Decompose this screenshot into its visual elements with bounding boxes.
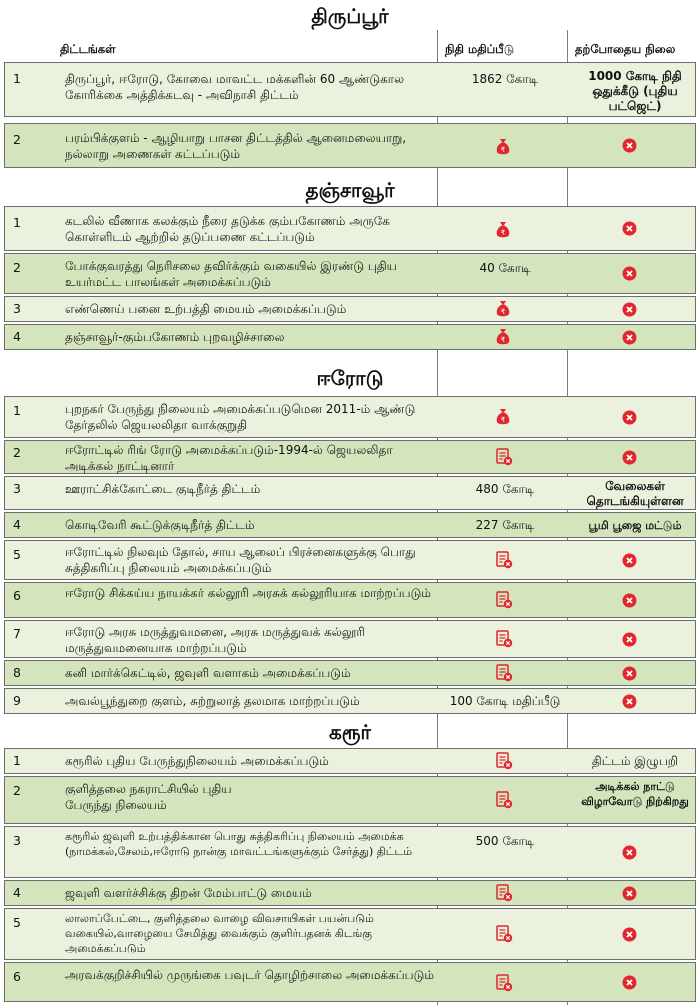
row-number: 3: [13, 301, 21, 316]
status-text: வேலைகள் தொடங்கியுள்ளன: [586, 479, 684, 508]
fund-value: 500 கோடி: [475, 834, 535, 848]
svg-text:₹: ₹: [500, 336, 506, 344]
document-cross-icon: [495, 884, 513, 902]
row-number: 4: [13, 329, 21, 344]
cross-icon: [622, 302, 637, 317]
fund-value: 480 கோடி: [475, 482, 535, 496]
row-number: 6: [13, 969, 21, 984]
header-status: தற்போதைய நிலை: [575, 42, 676, 56]
section-title-tiruppur: திருப்பூர்: [311, 4, 389, 28]
cross-icon: [622, 266, 637, 281]
table-row: [4, 206, 696, 251]
project-text: தஞ்சாவூர்-கும்பகோணம் புறவழிச்சாலை: [65, 330, 285, 344]
cross-icon: [622, 553, 637, 568]
project-text: அரவக்குறிச்சியில் முருங்கை பவுடர் தொழிற்சாலை அமைக்கப்படும்: [65, 968, 434, 982]
document-cross-icon: [495, 448, 513, 466]
cross-icon: [622, 410, 637, 425]
project-text: ஈரோட்டில் ரிங் ரோடு அமைக்கப்படும்-1994-ல் ஜெயலலிதா அடிக்கல் நாட்டினார்: [65, 443, 393, 473]
table-row: [4, 123, 696, 168]
row-number: 4: [13, 885, 21, 900]
row-number: 5: [13, 915, 21, 930]
svg-text:₹: ₹: [500, 416, 506, 424]
row-number: 8: [13, 665, 21, 680]
row-number: 3: [13, 833, 21, 848]
document-cross-icon: [495, 974, 513, 992]
money-bag-icon: [495, 328, 511, 346]
row-number: 6: [13, 588, 21, 603]
table-row: [4, 440, 696, 474]
money-bag-icon: [495, 300, 511, 318]
svg-text:₹: ₹: [500, 146, 506, 154]
cross-icon: [622, 221, 637, 236]
money-bag-icon: [495, 221, 511, 239]
row-number: 9: [13, 693, 21, 708]
cross-icon: [622, 927, 637, 942]
header-projects: திட்டங்கள்: [60, 42, 116, 56]
row-number: 1: [13, 403, 21, 418]
row-number: 1: [13, 753, 21, 768]
table-row: [4, 296, 696, 322]
table-row: [4, 540, 696, 580]
table-row: [4, 620, 696, 658]
project-text: பரம்பிக்குளம் - ஆழியாறு பாசன திட்டத்தில் ஆனைமலையாறு, நல்லாறு அணைகள் கட்டப்படும்: [65, 131, 407, 161]
section-title-karur: கரூர்: [329, 720, 371, 744]
project-text: கனி மார்க்கெட்டில், ஜவுளி வளாகம் அமைக்கப்படும்: [65, 666, 351, 680]
cross-icon: [622, 694, 637, 709]
cross-icon: [622, 975, 637, 990]
project-text: கரூரில் ஜவுளி உற்பத்திக்கான பொது சுத்திகரிப்பு நிலையம் அமைக்க (நாமக்கல்,சேலம்,ஈரோடு நான்கு மாவட்டங்களுக்கும் சேர்த்து) திட்டம்: [65, 830, 413, 858]
document-cross-icon: [495, 591, 513, 609]
project-text: ஈரோடு சிக்கய்ய நாயக்கர் கல்லூரி அரசுக் கல்லூரியாக மாற்றப்படும்: [65, 586, 431, 600]
project-text: லாலாப்பேட்டை, குளித்தலை வாழை விவசாயிகள் பயன்படும் வகையில்,வாழையை சேமித்து வைக்கும் குளிர்பதனக் கிடங்கு அமைக்கப்படும்: [65, 912, 374, 955]
row-number: 1: [13, 71, 21, 86]
table-row: [4, 660, 696, 686]
project-text: போக்குவரத்து நெரிசலை தவிர்க்கும் வகையில் இரண்டு புதிய உயர்மட்ட பாலங்கள் அமைக்கப்படும்: [65, 259, 397, 289]
cross-icon: [622, 593, 637, 608]
fund-value: 1862 கோடி: [471, 72, 539, 86]
document-cross-icon: [495, 752, 513, 770]
status-text: 1000 கோடி நிதி ஒதுக்கீடு (புதிய பட்ஜெட்): [588, 69, 682, 113]
table-row: [4, 512, 696, 538]
row-number: 2: [13, 132, 21, 147]
project-text: கரூரில் புதிய பேருந்துநிலையம் அமைக்கப்படும்: [65, 754, 329, 768]
cross-icon: [622, 450, 637, 465]
row-number: 7: [13, 626, 21, 641]
table-row: [4, 826, 696, 878]
document-cross-icon: [495, 630, 513, 648]
table-row: [4, 476, 696, 510]
money-bag-icon: [495, 408, 511, 426]
fund-value: 227 கோடி: [475, 518, 535, 532]
row-number: 2: [13, 783, 21, 798]
document-cross-icon: [495, 791, 513, 809]
svg-text:₹: ₹: [500, 308, 506, 316]
cross-icon: [622, 886, 637, 901]
row-number: 2: [13, 260, 21, 275]
table-row: [4, 688, 696, 714]
cross-icon: [622, 632, 637, 647]
row-number: 3: [13, 481, 21, 496]
project-text: ஊராட்சிக்கோட்டை குடிநீர்த் திட்டம்: [65, 482, 261, 496]
table-row: [4, 582, 696, 618]
table-row: [4, 962, 696, 1002]
project-text: அவல்பூந்துறை குளம், சுற்றுலாத் தலமாக மாற்றப்படும்: [65, 694, 360, 708]
table-row: [4, 324, 696, 350]
table-row: [4, 748, 696, 774]
document-cross-icon: [495, 551, 513, 569]
cross-icon: [622, 666, 637, 681]
section-title-erode: ஈரோடு: [316, 366, 384, 390]
project-text: ஈரோட்டில் நிலவும் தோல், சாய ஆலைப் பிரச்னைகளுக்கு பொது சுத்திகரிப்பு நிலையம் அமைக்கப்படும்: [65, 545, 416, 575]
status-text: பூமி பூஜை மட்டும்: [588, 519, 682, 532]
cross-icon: [622, 330, 637, 345]
header-fund: நிதி மதிப்பீடு: [445, 42, 515, 56]
project-text: கடலில் வீணாக கலக்கும் நீரை தடுக்க கும்பகோணம் அருகே கொள்ளிடம் ஆற்றில் தடுப்பணை கட்டப்படும்: [65, 214, 390, 244]
project-text: ஈரோடு அரசு மருத்துவமனை, அரசு மருத்துவக் கல்லூரி மருத்துவமனையாக மாற்றப்படும்: [65, 625, 366, 655]
money-bag-icon: [495, 138, 511, 156]
status-text: அடிக்கல் நாட்டு விழாவோடு நிற்கிறது: [581, 780, 689, 808]
status-text: திட்டம் இழுபறி: [591, 754, 679, 768]
project-text: திருப்பூர், ஈரோடு, கோவை மாவட்ட மக்களின் 60 ஆண்டுகால கோரிக்கை அத்திக்கடவு - அவிநாசி திட்டம்: [65, 72, 405, 102]
document-cross-icon: [495, 925, 513, 943]
project-text: ஜவுளி வளர்ச்சிக்கு திறன் மேம்பாட்டு மையம்: [65, 886, 312, 900]
row-number: 1: [13, 215, 21, 230]
table-row: [4, 253, 696, 294]
project-text: புறநகர் பேருந்து நிலையம் அமைக்கப்படுமென 2011-ம் ஆண்டு தேர்தலில் ஜெயலலிதா வாக்குறுதி: [65, 402, 416, 432]
table-row: [4, 396, 696, 438]
section-title-thanjavur: தஞ்சாவூர்: [305, 178, 395, 202]
fund-value: 100 கோடி மதிப்பீடு: [449, 694, 561, 708]
fund-value: 40 கோடி: [479, 261, 531, 275]
table-row: [4, 62, 696, 117]
svg-text:₹: ₹: [500, 229, 506, 237]
table-row: [4, 880, 696, 906]
row-number: 2: [13, 445, 21, 460]
project-text: கொடிவேரி கூட்டுக்குடிநீர்த் திட்டம்: [65, 518, 255, 532]
row-number: 5: [13, 547, 21, 562]
table-row: [4, 776, 696, 824]
row-number: 4: [13, 517, 21, 532]
project-text: குளித்தலை நகராட்சியில் புதிய பேருந்து நிலையம்: [65, 782, 232, 812]
cross-icon: [622, 845, 637, 860]
project-text: எண்ணெய் பனை உற்பத்தி மையம் அமைக்கப்படும்: [65, 302, 347, 316]
document-cross-icon: [495, 664, 513, 682]
table-row: [4, 908, 696, 960]
cross-icon: [622, 138, 637, 153]
